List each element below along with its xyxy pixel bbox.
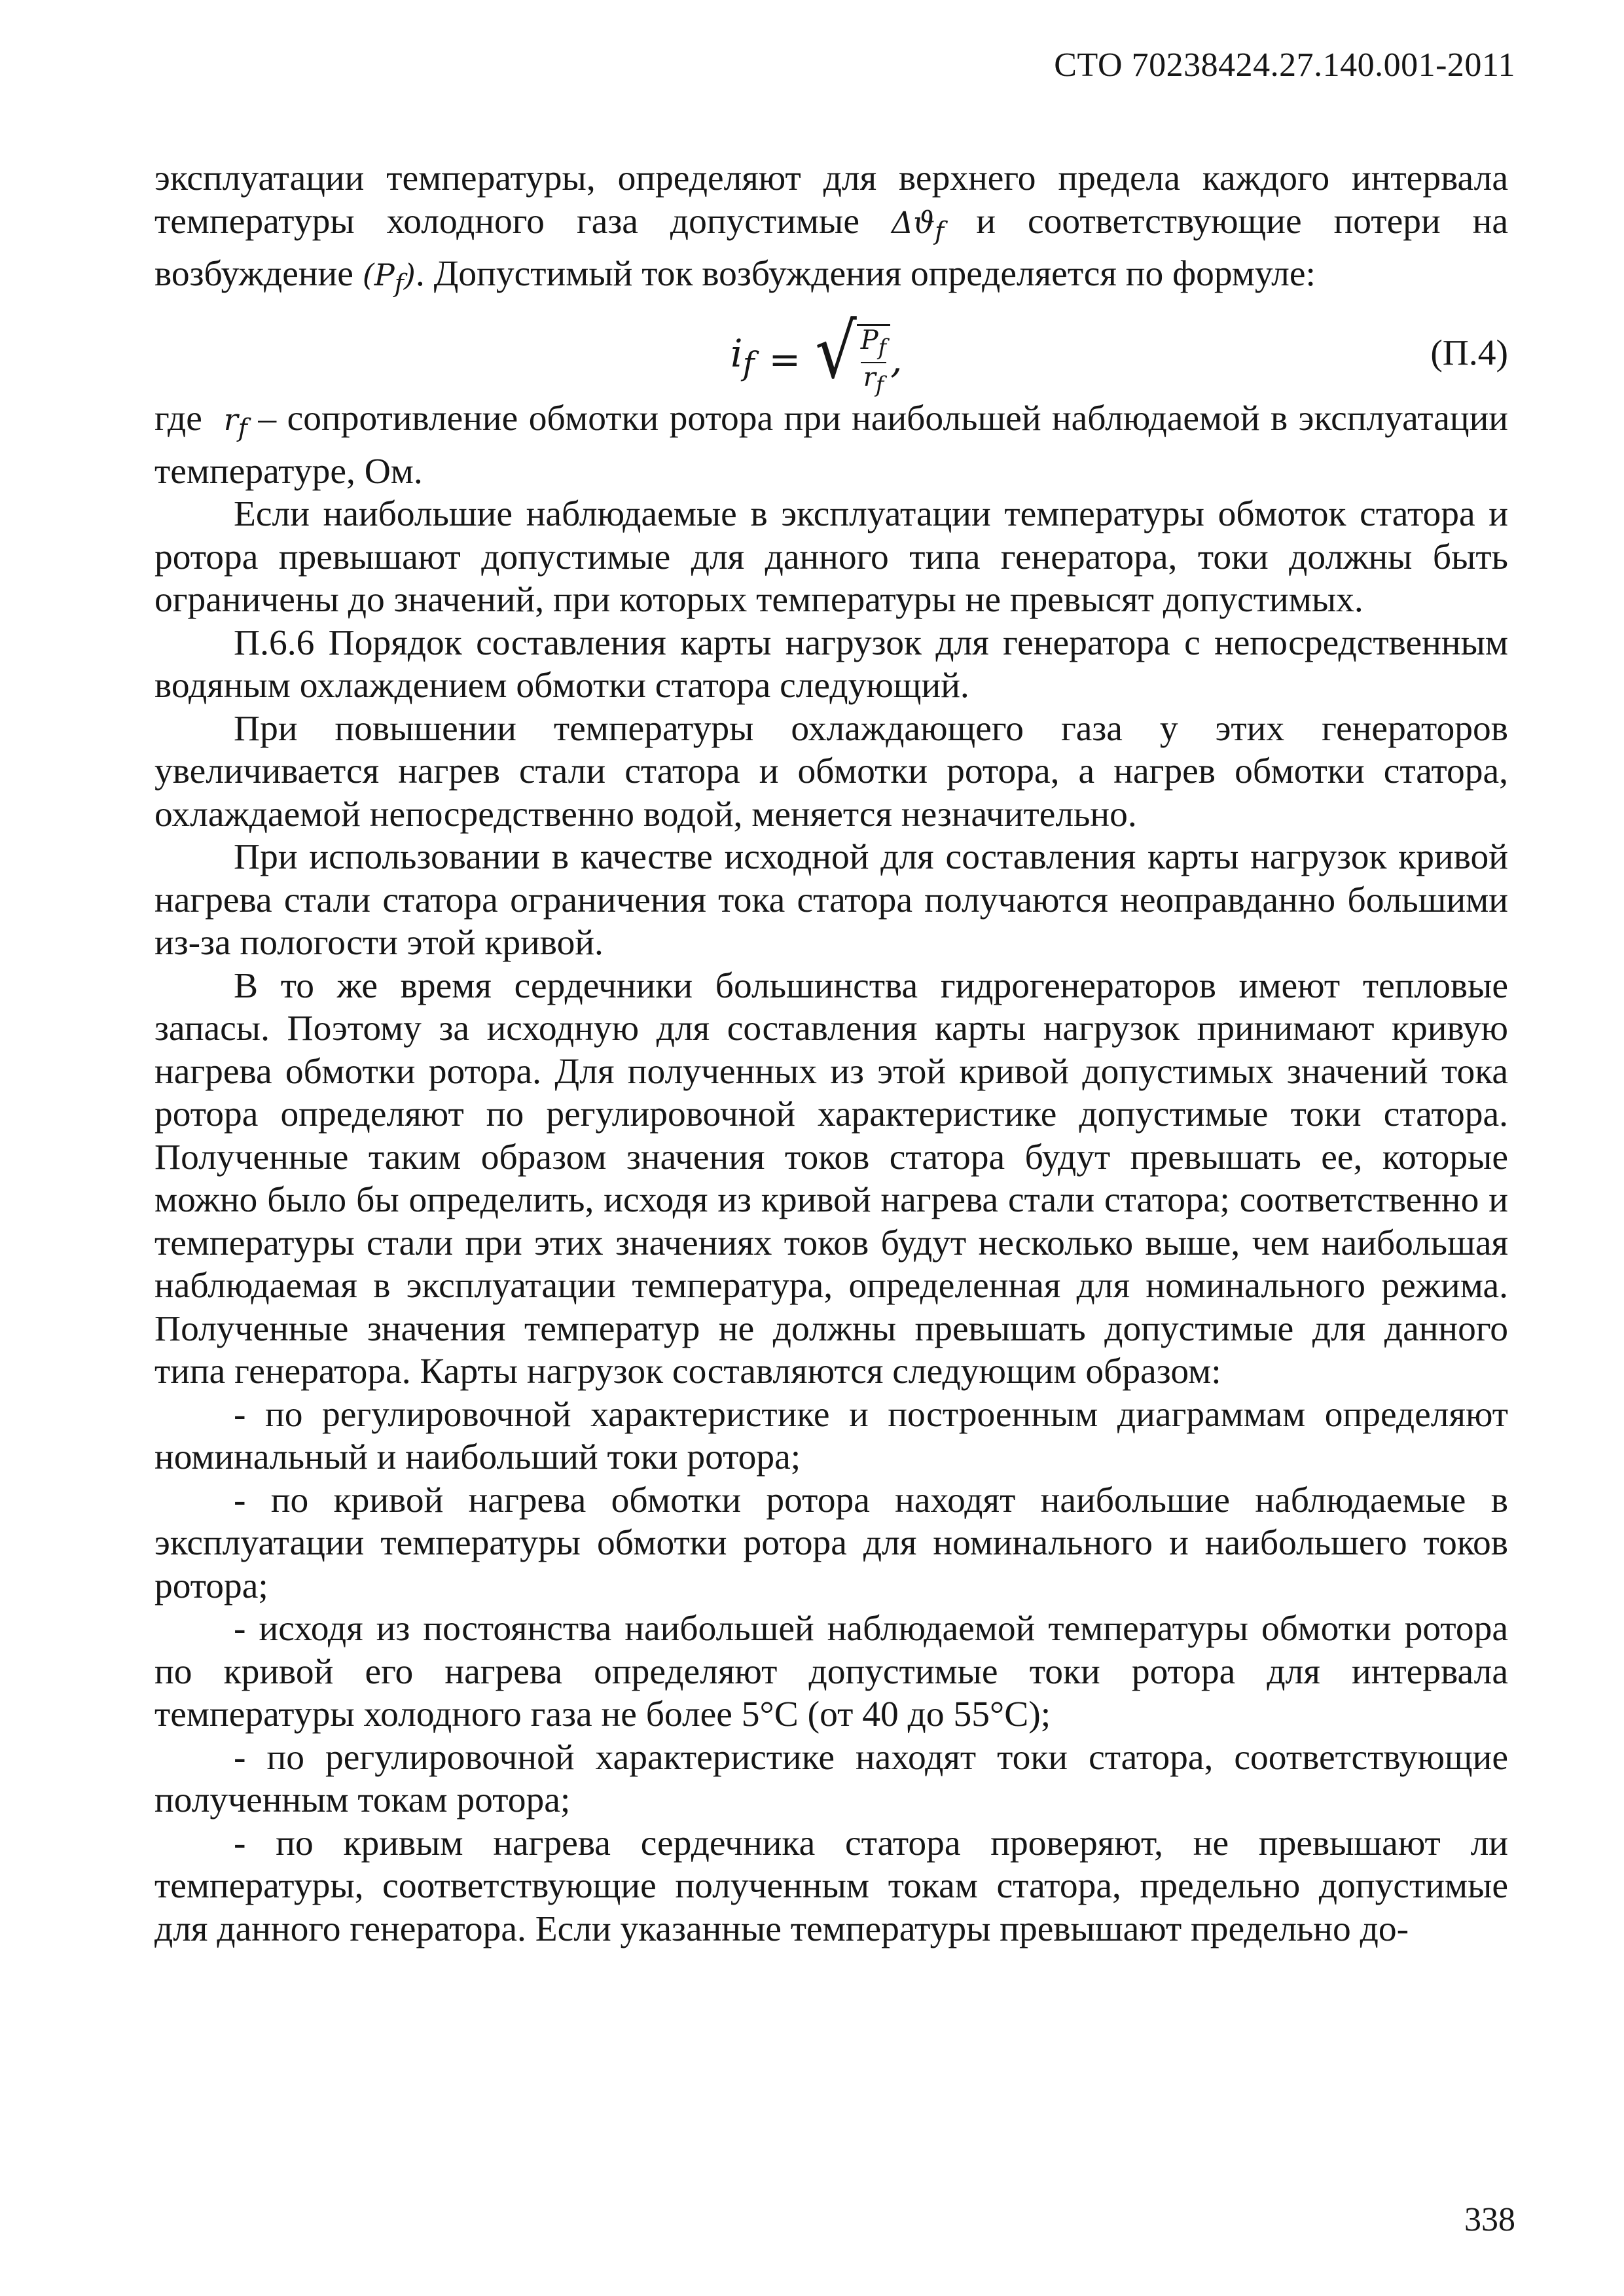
intro-text-1: эксплуатации температуры, определяют для верхнего предела каждого интервала температуры холодного газа допустимые: [154, 158, 1508, 242]
paragraph: Если наибольшие наблюдаемые в эксплуатации температуры обмоток статора и ротора превышают допустимые для данного типа генератора, токи должны быть ограничены до значений, при которых температуры не превысят допустимых.: [154, 494, 1508, 620]
where-text: – сопротивление обмотки ротора при наибольшей наблюдаемой в эксплуатации температуре, Ом.: [154, 398, 1508, 492]
fraction-denominator: [863, 363, 884, 399]
paragraph: При использовании в качестве исходной для составления карты нагрузок кривой нагрева стали статора ограничения тока статора получаются неоправданно большими из-за пологости этой кривой.: [154, 837, 1508, 963]
pf-symbol: [362, 257, 416, 299]
formula-equals: =: [768, 336, 801, 382]
pf-subscript: f: [394, 269, 404, 299]
section-paragraph: П.6.6 Порядок составления карты нагрузок для генератора с непосредственным водяным охлаждением обмотки статора следующий.: [154, 622, 1508, 706]
formula-number: (П.4): [1430, 332, 1508, 373]
delta-theta-subscript: f: [935, 216, 945, 246]
fraction: [857, 324, 890, 399]
formula-if: [731, 307, 903, 399]
where-prefix: где: [154, 398, 202, 439]
intro-text-2: и соответствующие потери на возбуждение: [154, 201, 1509, 295]
formula-lhs-subscript: f: [742, 346, 755, 383]
fraction-numerator: [861, 326, 886, 362]
pf-close: ): [403, 257, 416, 293]
document-code-header: СТО 70238424.27.140.001-2011: [1054, 46, 1515, 84]
formula-comma: ,: [890, 336, 903, 382]
list-item: - по кривым нагрева сердечника статора проверяют, не превышают ли температуры, соответствующие полученным токам статора, предельно допустимые для данного генератора. Если указанные температуры превышают предельно до-: [154, 1823, 1508, 1949]
delta-theta-symbol: [892, 204, 945, 246]
formula-lhs-base: i: [731, 331, 743, 376]
delta-theta-base: Δϑ: [892, 204, 935, 240]
rf-symbol: [223, 401, 247, 444]
rf-subscript: f: [238, 414, 247, 444]
list-item: - по регулировочной характеристике находят токи статора, соответствующие полученным токам ротора;: [154, 1737, 1508, 1821]
paragraph: При повышении температуры охлаждающего газа у этих генераторов увеличивается нагрев стали статора и обмотки ротора, а нагрев обмотки статора, охлаждаемой непосредственно водой, меняется незначительно.: [154, 708, 1508, 834]
list-item: - по регулировочной характеристике и построенным диаграммам определяют номинальный и наибольший токи ротора;: [154, 1394, 1508, 1478]
where-paragraph: [154, 397, 1508, 493]
numerator-subscript: f: [878, 334, 887, 360]
numerator-base: P: [860, 325, 878, 355]
denominator-subscript: f: [875, 371, 884, 397]
denominator-base: r: [863, 362, 876, 393]
radical-sign: √: [815, 307, 857, 395]
page-body: [154, 157, 1508, 1950]
intro-text-3: . Допустимый ток возбуждения определяется по формуле:: [415, 254, 1316, 295]
list-item: - по кривой нагрева обмотки ротора находят наибольшие наблюдаемые в эксплуатации температуры обмотки ротора для номинального и наибольшего токов ротора;: [154, 1480, 1508, 1606]
pf-base: (P: [362, 257, 395, 293]
list-item: - исходя из постоянства наибольшей наблюдаемой температуры обмотки ротора по кривой его нагрева определяют допустимые токи ротора для интервала температуры холодного газа не более 5°С (от 40 до 55°С);: [154, 1609, 1508, 1735]
formula-lhs: [731, 332, 754, 386]
paragraph: В то же время сердечники большинства гидрогенераторов имеют тепловые запасы. Поэтому за исходную для составления карты нагрузок принимают кривую нагрева обмотки ротора. Для полученных из этой кривой допустимых значений тока ротора определяют по регулировочной характеристике допустимые токи статора. Полученные таким образом значения токов статора будут превышать ее, которые можно было бы определить, исходя из кривой нагрева стали статора; соответственно и температуры стали при этих значениях токов будут несколько выше, чем наибольшая наблюдаемая в эксплуатации температура, определенная для номинального режима. Полученные значения температур не должны превышать допустимые для данного типа генератора. Карты нагрузок составляются следующим образом:: [154, 965, 1508, 1392]
formula-block: [154, 306, 1508, 397]
rf-base: r: [223, 401, 238, 437]
page-number: 338: [1464, 2201, 1515, 2238]
intro-paragraph: [154, 157, 1508, 306]
square-root: [815, 307, 890, 399]
